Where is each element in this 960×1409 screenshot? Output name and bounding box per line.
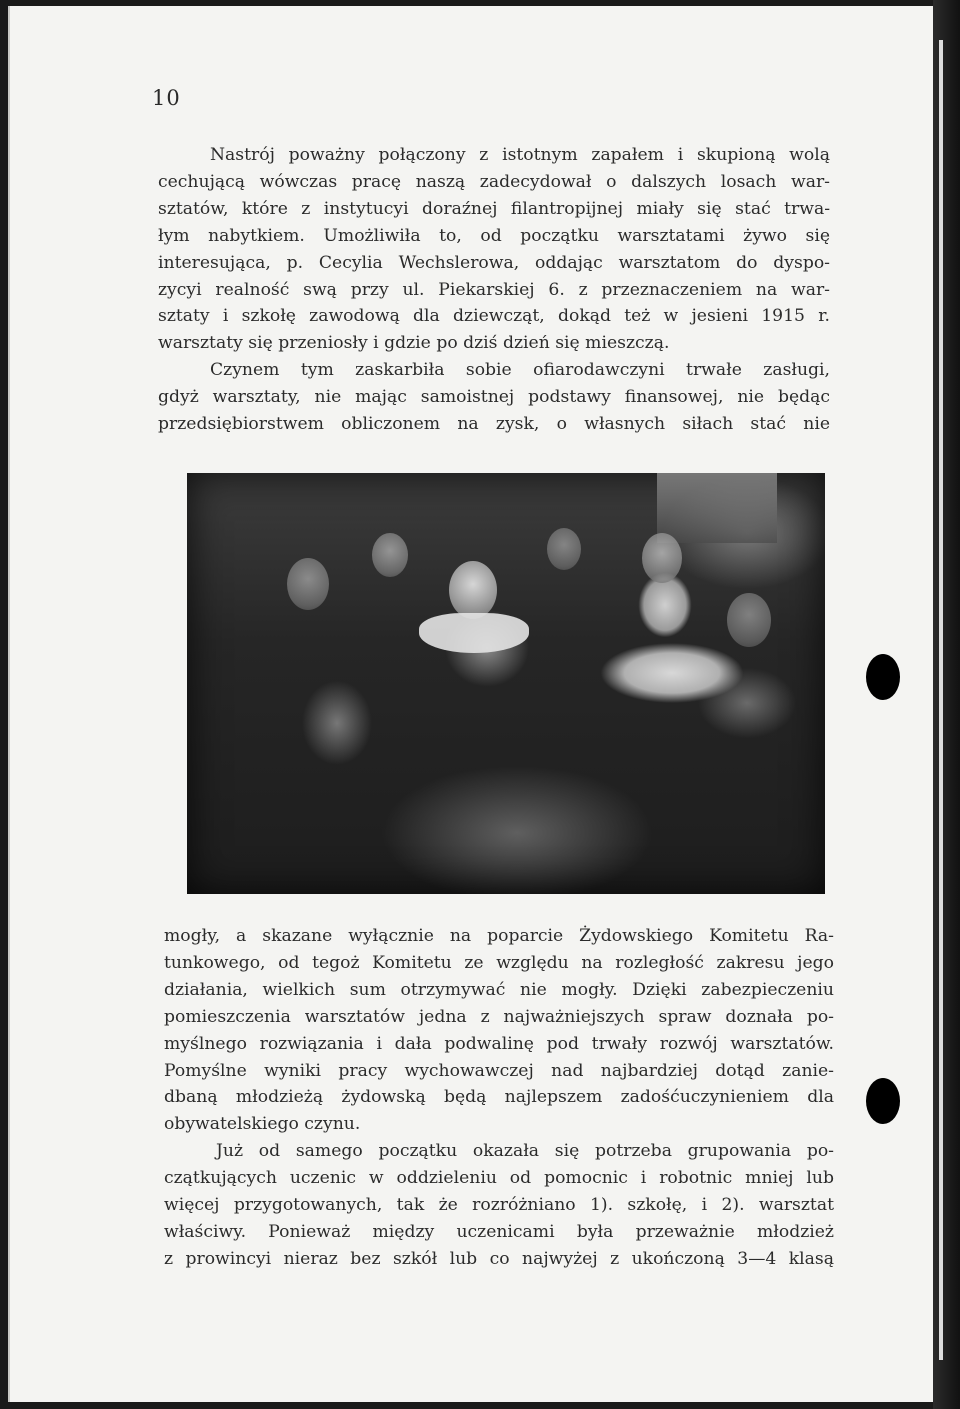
scan-edge <box>933 0 960 1409</box>
photo-face <box>372 533 408 577</box>
paragraph-bottom <box>164 923 834 1273</box>
photo-face <box>547 528 581 570</box>
photo-workshop-girls <box>187 473 825 894</box>
photo-face <box>287 558 329 610</box>
page-edge-stripe <box>939 40 943 1360</box>
text-line: dbaną młodzieżą żydowską będą najlepszem zadośćuczynieniem dla <box>164 1087 834 1108</box>
text-line: Pomyślne wyniki pracy wychowawczej nad najbardziej dotąd zanie- <box>164 1060 834 1081</box>
binding-hole <box>866 654 900 700</box>
text-line: sztaty i szkołę zawodową dla dziewcząt, dokąd też w jesieni 1915 r. <box>158 306 830 327</box>
binding-hole <box>866 1078 900 1124</box>
text-line: mogły, a skazane wyłącznie na poparcie Żydowskiego Komitetu Ra- <box>164 926 834 946</box>
text-line: sztatów, które z instytucyi doraźnej filantropijnej miały się stać trwa- <box>158 198 830 219</box>
text-line: działania, wielkich sum otrzymywać nie mogły. Dzięki zabezpieczeniu <box>164 979 834 1000</box>
text-line: z prowincyi nieraz bez szkół lub co najwyżej z ukończoną 3—4 klasą <box>164 1248 834 1269</box>
text-line: tunkowego, od tegoż Komitetu ze względu na rozległość zakresu jego <box>164 952 834 973</box>
text-line: właściwy. Ponieważ między uczenicami była przeważnie młodzież <box>164 1221 834 1242</box>
paragraph-top <box>158 142 830 438</box>
text-line: warsztaty się przeniosły i gdzie po dziś dzień się mieszczą. <box>158 333 670 354</box>
text-line: więcej przygotowanych, tak że rozróżniano 1). szkołę, i 2). warsztat <box>164 1195 834 1216</box>
photo-face <box>449 561 497 619</box>
photo-face <box>727 593 771 647</box>
text-line: czątkujących uczenic w oddzieleniu od pomocnic i robotnic mniej lub <box>164 1168 834 1189</box>
photo-window-light <box>657 473 777 543</box>
photo-collar <box>419 613 529 653</box>
text-line: pomieszczenia warsztatów jedna z najważniejszych spraw doznała po- <box>164 1006 834 1027</box>
text-line: Czynem tym zaskarbiła sobie ofiarodawczyni trwałe zasługi, <box>210 360 830 381</box>
photo-face <box>642 533 682 583</box>
text-line: zycyi realność swą przy ul. Piekarskiej 6. z przeznaczeniem na war- <box>158 279 830 300</box>
text-line: interesująca, p. Cecylia Wechslerowa, oddając warsztatom do dyspo- <box>158 252 830 273</box>
text-line: cechującą wówczas pracę naszą zadecydował o dalszych losach war- <box>158 171 830 192</box>
text-line: gdyż warsztaty, nie mając samoistnej podstawy finansowej, nie będąc <box>158 387 830 408</box>
page-number: 10 <box>152 86 181 110</box>
text-line: myślnego rozwiązania i dała podwalinę pod trwały rozwój warsztatów. <box>164 1033 834 1054</box>
text-line: Już od samego początku okazała się potrzeba grupowania po- <box>216 1141 834 1162</box>
text-line: obywatelskiego czynu. <box>164 1114 361 1135</box>
text-line: przedsiębiorstwem obliczonem na zysk, o własnych siłach stać nie <box>158 414 830 435</box>
text-line: łym nabytkiem. Umożliwiła to, od początku warsztatami żywo się <box>158 225 830 246</box>
text-line: Nastrój poważny połączony z istotnym zapałem i skupioną wolą <box>210 145 830 165</box>
